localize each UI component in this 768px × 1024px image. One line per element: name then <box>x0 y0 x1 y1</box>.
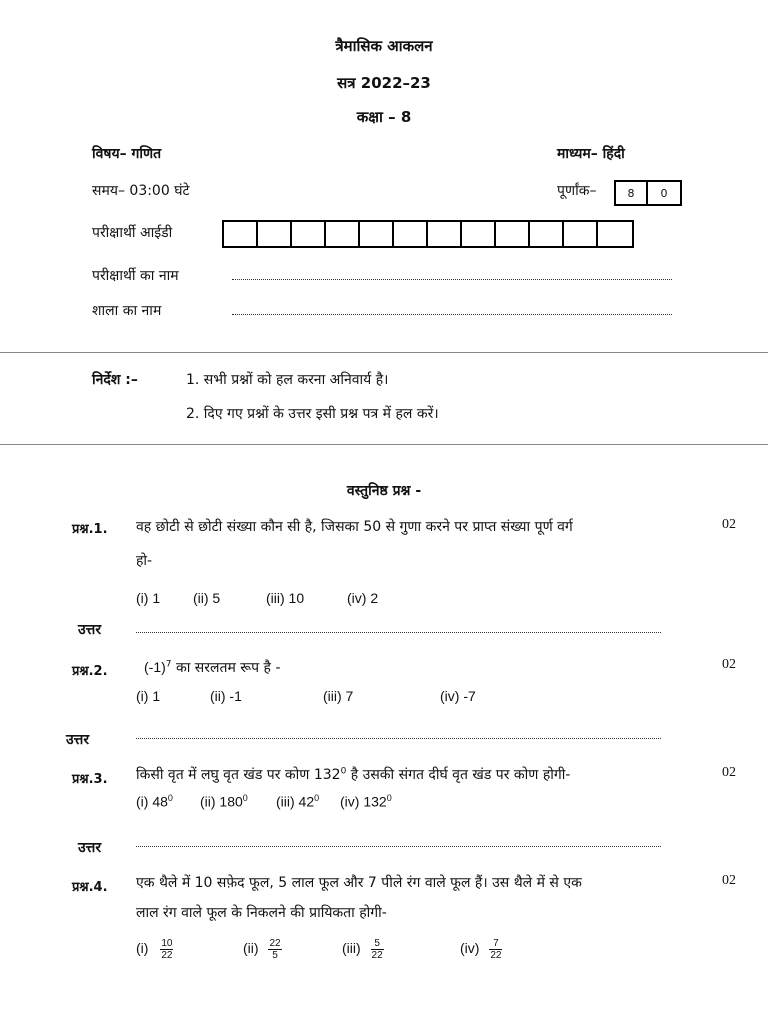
answer-field[interactable] <box>136 846 661 847</box>
question-number: प्रश्न.3. <box>72 772 108 787</box>
degree-sup: 0 <box>242 793 248 803</box>
answer-label: उत्तर <box>78 840 102 856</box>
question-text: वह छोटी से छोटी संख्या कौन सी है, जिसका 50 से गुणा करने पर प्राप्त संख्या पूर्ण वर्ग <box>136 519 573 535</box>
instruction-item: 1. सभी प्रश्नों को हल करना अनिवार्य है। <box>186 372 389 388</box>
option <box>136 938 173 961</box>
candidate-id-box[interactable] <box>394 222 428 246</box>
option: (ii) 5 <box>193 590 221 606</box>
option: (iv) -7 <box>440 688 476 704</box>
divider <box>0 352 768 353</box>
candidate-id-box[interactable] <box>428 222 462 246</box>
option-label: (iii) <box>342 940 361 957</box>
instruction-item: 2. दिए गए प्रश्नों के उत्तर इसी प्रश्न पत्र में हल करें। <box>186 406 439 422</box>
candidate-id-label: परीक्षार्थी आईडी <box>92 225 173 241</box>
candidate-id-box[interactable] <box>258 222 292 246</box>
degree-sup: 0 <box>314 793 320 803</box>
option <box>200 793 248 810</box>
option <box>460 938 502 961</box>
fraction <box>489 938 502 961</box>
option-label: (iv) <box>460 940 480 957</box>
class-label: कक्षा – 8 <box>356 108 412 126</box>
candidate-id-box[interactable] <box>598 222 632 246</box>
question-marks: 02 <box>722 765 736 780</box>
answer-field[interactable] <box>136 738 661 739</box>
option-label: (ii) 180 <box>200 793 243 810</box>
time: समय– 03:00 घंटे <box>92 183 190 199</box>
option <box>340 793 392 810</box>
candidate-name-field[interactable] <box>232 279 672 280</box>
degree-sup: 0 <box>167 793 173 803</box>
question-marks: 02 <box>722 657 736 672</box>
section-title: वस्तुनिष्ठ प्रश्न - <box>346 483 422 499</box>
option: (iii) 10 <box>266 590 305 606</box>
answer-label: उत्तर <box>66 732 90 748</box>
option-label: (ii) <box>243 940 259 957</box>
question-number: प्रश्न.4. <box>72 880 108 895</box>
instructions-label: निर्देश :– <box>92 372 138 388</box>
answer-label: उत्तर <box>78 622 102 638</box>
question-base: (-1) <box>144 659 166 675</box>
candidate-id-box[interactable] <box>292 222 326 246</box>
option-label: (iv) 132 <box>340 793 387 810</box>
subject: विषय– गणित <box>92 146 162 162</box>
question-marks: 02 <box>722 517 736 532</box>
denominator: 22 <box>161 950 173 961</box>
candidate-id-box[interactable] <box>326 222 360 246</box>
option-label: (i) <box>136 940 149 957</box>
numerator: 5 <box>371 938 384 950</box>
candidate-id-box[interactable] <box>496 222 530 246</box>
school-name-label: शाला का नाम <box>92 303 162 319</box>
session: सत्र 2022–23 <box>337 74 431 92</box>
exam-title: त्रैमासिक आकलन <box>335 37 433 55</box>
option-label: (iii) 42 <box>276 793 315 810</box>
option <box>276 793 319 810</box>
max-marks-label: पूर्णांक– <box>557 183 597 199</box>
option: (iv) 2 <box>347 590 379 606</box>
candidate-id-box[interactable] <box>564 222 598 246</box>
option <box>342 938 384 961</box>
candidate-name-label: परीक्षार्थी का नाम <box>92 268 179 284</box>
option <box>136 793 173 810</box>
option-label: (i) 48 <box>136 793 168 810</box>
option: (i) 1 <box>136 688 161 704</box>
question-number: प्रश्न.1. <box>72 522 108 537</box>
question-number: प्रश्न.2. <box>72 664 108 679</box>
divider <box>0 444 768 445</box>
question-text <box>144 658 281 677</box>
answer-field[interactable] <box>136 632 661 633</box>
denominator: 22 <box>490 950 502 961</box>
max-marks-digit: 0 <box>660 186 668 200</box>
question-text <box>136 765 570 784</box>
numerator: 22 <box>269 938 281 949</box>
option: (i) 1 <box>136 590 161 606</box>
question-exponent: 7 <box>165 659 172 670</box>
question-marks: 02 <box>722 873 736 888</box>
degree-sup: 0 <box>386 793 392 803</box>
numerator: 7 <box>489 938 502 950</box>
question-text-b: है उसकी संगत दीर्घ वृत खंड पर कोण होगी- <box>346 767 571 783</box>
candidate-id-box[interactable] <box>360 222 394 246</box>
max-marks-box <box>614 180 682 206</box>
denominator: 5 <box>272 950 278 961</box>
question-text-a: किसी वृत में लघु वृत खंड पर कोण 132 <box>136 767 341 783</box>
fraction <box>160 938 173 961</box>
question-text: एक थैले में 10 सफ़ेद फूल, 5 लाल फूल और 7 पीले रंग वाले फूल हैं। उस थैले में से एक <box>136 875 582 891</box>
option <box>243 938 282 961</box>
candidate-id-boxes[interactable] <box>222 220 634 248</box>
question-text: लाल रंग वाले फूल के निकलने की प्रायिकता होगी- <box>136 905 387 921</box>
candidate-id-box[interactable] <box>224 222 258 246</box>
candidate-id-box[interactable] <box>462 222 496 246</box>
option: (iii) 7 <box>323 688 354 704</box>
max-marks-digit: 8 <box>616 182 648 204</box>
medium: माध्यम– हिंदी <box>557 146 625 162</box>
question-text: हो- <box>136 553 153 569</box>
degree-sup: 0 <box>340 766 347 777</box>
candidate-id-box[interactable] <box>530 222 564 246</box>
option: (ii) -1 <box>210 688 242 704</box>
question-rest: का सरलतम रूप है - <box>171 660 281 676</box>
fraction <box>268 938 281 961</box>
denominator: 22 <box>371 950 383 961</box>
fraction <box>371 938 384 961</box>
school-name-field[interactable] <box>232 314 672 315</box>
numerator: 10 <box>161 938 173 949</box>
